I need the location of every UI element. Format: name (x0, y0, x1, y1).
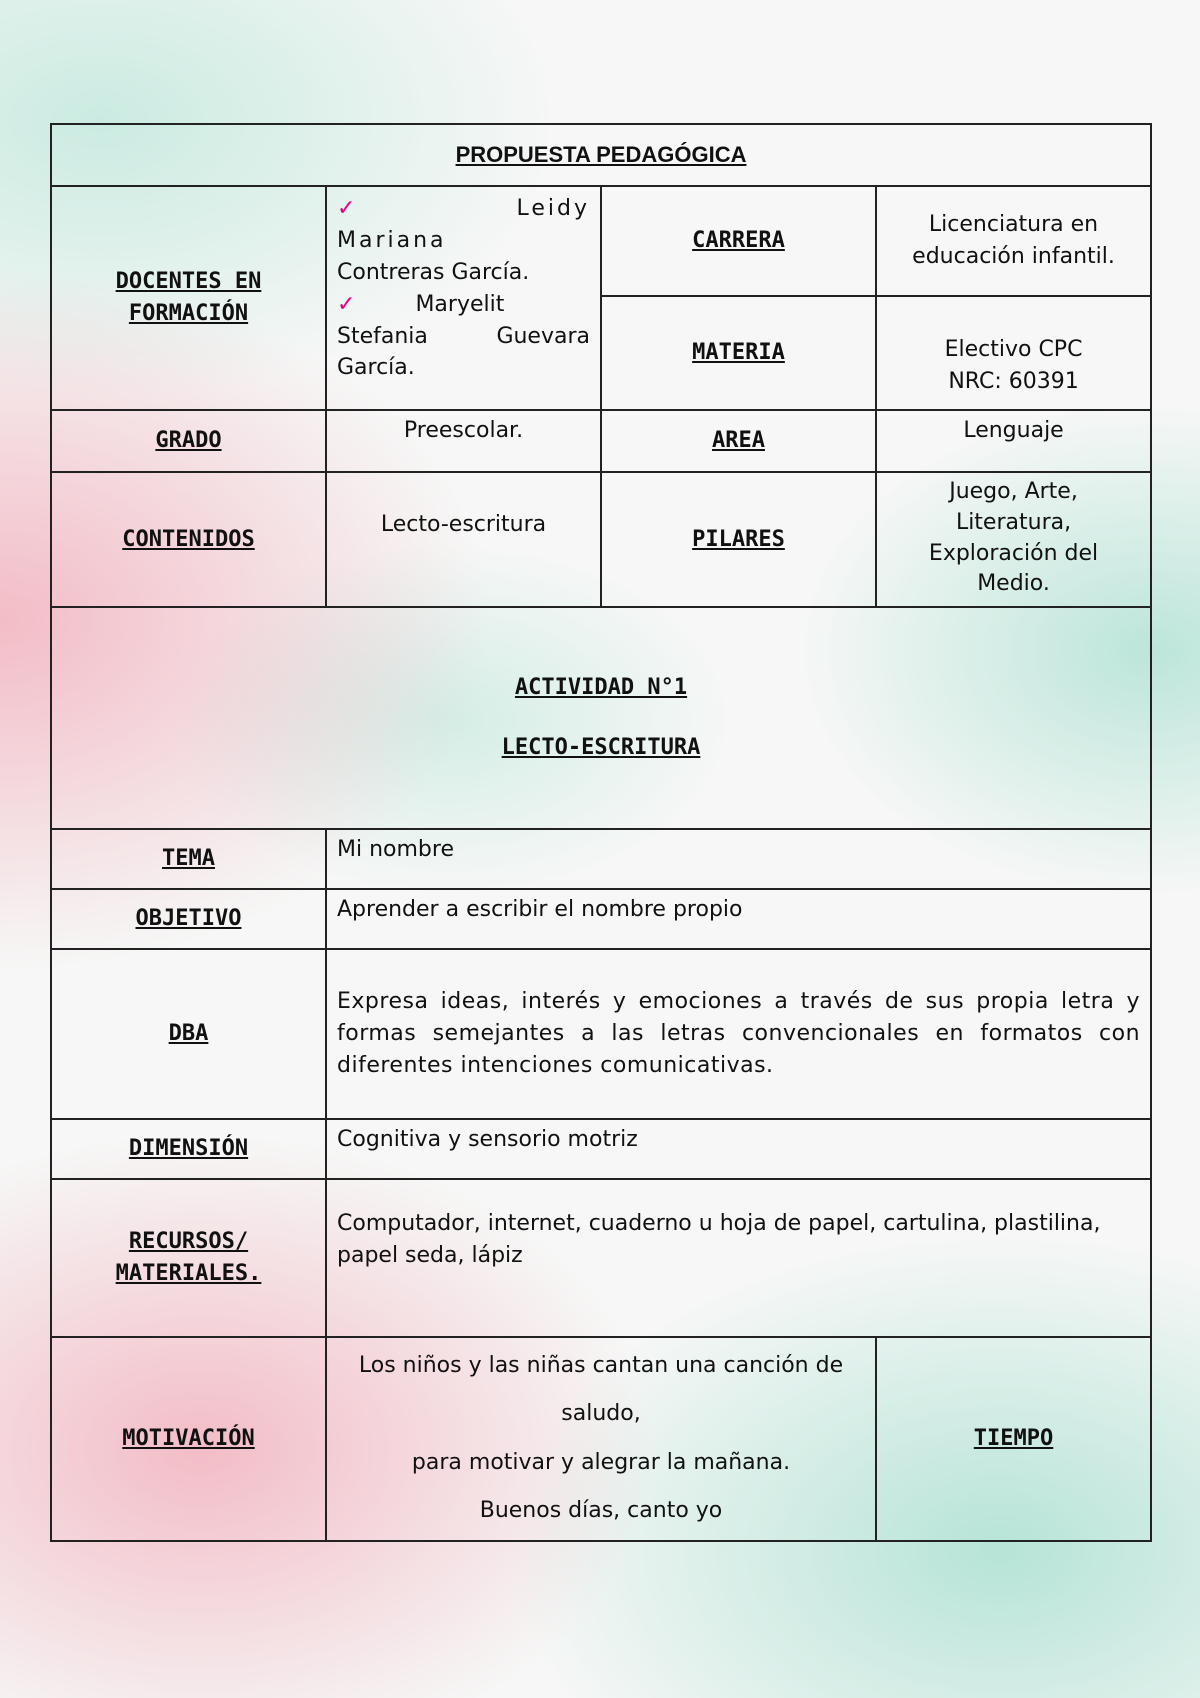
checkmark-icon: ✓ (337, 291, 356, 317)
dba-value: Expresa ideas, interés y emociones a través de sus propia letra y formas semejantes a las letras convencionales en formatos con diferentes intenciones comunicativas. (326, 949, 1151, 1119)
checkmark-icon: ✓ (337, 196, 457, 221)
materia-value: Electivo CPC NRC: 60391 (876, 296, 1151, 410)
activity-header (51, 607, 1151, 829)
pilares-label: PILARES (601, 472, 876, 607)
area-label: AREA (601, 410, 876, 472)
carrera-label: CARRERA (601, 186, 876, 296)
dba-label: DBA (51, 949, 326, 1119)
recursos-label: RECURSOS/ MATERIALES. (51, 1179, 326, 1337)
materia-label: MATERIA (601, 296, 876, 410)
tiempo-label: TIEMPO (876, 1337, 1151, 1541)
area-value: Lenguaje (876, 410, 1151, 472)
motivacion-value: Los niños y las niñas cantan una canción de saludo, para motivar y alegrar la mañana. Buenos días, canto yo (326, 1337, 876, 1541)
docentes-label: DOCENTES EN FORMACIÓN (51, 186, 326, 410)
grado-label: GRADO (51, 410, 326, 472)
docente-1: ✓ Leidy Mariana Contreras García. (337, 196, 590, 285)
objetivo-label: OBJETIVO (51, 889, 326, 949)
contenidos-value: Lecto-escritura (326, 472, 601, 607)
document-title: PROPUESTA PEDAGÓGICA (51, 124, 1151, 186)
activity-subtitle: LECTO-ESCRITURA (501, 735, 701, 760)
docentes-names (326, 186, 601, 410)
tema-label: TEMA (51, 829, 326, 889)
recursos-value: Computador, internet, cuaderno u hoja de papel, cartulina, plastilina, papel seda, lápiz (326, 1179, 1151, 1337)
objetivo-value: Aprender a escribir el nombre propio (326, 889, 1151, 949)
proposal-table (50, 123, 1152, 1542)
activity-title: ACTIVIDAD N°1 (514, 675, 688, 701)
contenidos-label: CONTENIDOS (51, 472, 326, 607)
dimension-label: DIMENSIÓN (51, 1119, 326, 1179)
pilares-value: Juego, Arte, Literatura, Exploración del Medio. (876, 472, 1151, 607)
motivacion-label: MOTIVACIÓN (51, 1337, 326, 1541)
grado-value: Preescolar. (326, 410, 601, 472)
tema-value: Mi nombre (326, 829, 1151, 889)
carrera-value: Licenciatura en educación infantil. (876, 186, 1151, 296)
docente-2: ✓ Maryelit Stefania Guevara García. (337, 291, 590, 381)
dimension-value: Cognitiva y sensorio motriz (326, 1119, 1151, 1179)
